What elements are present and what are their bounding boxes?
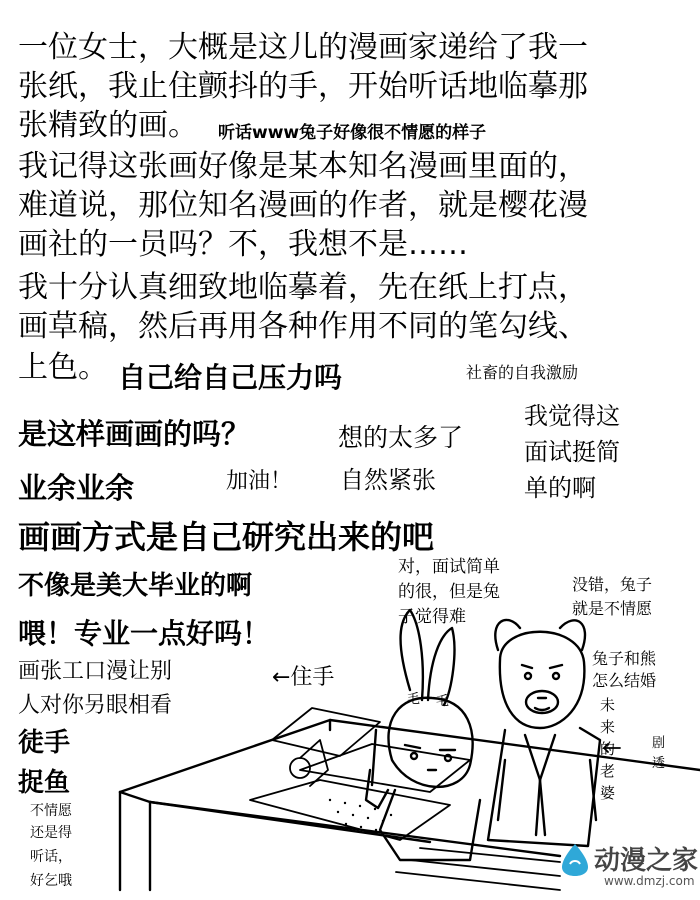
note-thinking-too-much: 想的太多了 <box>338 423 464 452</box>
note-reluctant-1: 没错，兔子 <box>572 575 653 594</box>
note-go: 加油！ <box>226 469 293 494</box>
note-self-taught: 画画方式是自己研究出来的吧 <box>18 518 435 556</box>
note-interview-1: 我觉得这 <box>524 402 620 430</box>
note-wife-4: 老 <box>600 762 616 780</box>
note-wife-1: 未 <box>600 696 616 714</box>
note-amateur: 业余业余 <box>18 471 135 505</box>
note-interview-3: 单的啊 <box>524 474 596 502</box>
note-marriage-2: 怎么结婚 <box>592 671 657 690</box>
note-reply-3: 子觉得难 <box>398 607 466 627</box>
brand-name: 动漫之家 <box>594 846 699 876</box>
narration-line-5: 难道说，那位知名漫画的作者，就是樱花漫 <box>18 188 588 223</box>
narration-line-7: 我十分认真细致地临摹着，先在纸上打点， <box>18 270 588 305</box>
note-salaryman: 社畜的自我激励 <box>466 363 579 382</box>
note-obey-2: 还是得 <box>30 825 72 841</box>
note-fishing-2: 捉鱼 <box>18 768 71 798</box>
note-wife-5: 婆 <box>600 784 616 802</box>
note-reluctant-2: 就是不情愿 <box>572 599 653 618</box>
note-wife-3: 的 <box>600 740 616 758</box>
arrows <box>604 744 620 752</box>
note-stop: ←住手 <box>272 665 335 690</box>
note-obey-3: 听话， <box>30 849 72 865</box>
note-marriage-1: 兔子和熊 <box>592 649 657 668</box>
narration-line-4: 我记得这张画好像是某本知名漫画里面的， <box>18 149 588 184</box>
narration-line-9: 上色。 <box>18 350 108 385</box>
bear-character <box>488 620 600 846</box>
bunny-ear-text-left: 毛 <box>407 692 421 707</box>
note-reply-1: 对，面试简单 <box>398 557 500 577</box>
bunny-ear-text-right: 毛 <box>436 694 450 709</box>
note-reply-2: 的很，但是兔 <box>398 582 500 602</box>
note-not-art-school: 不像是美大毕业的啊 <box>18 571 253 601</box>
note-interview-2: 面试挺简 <box>524 438 620 466</box>
brand-logo-icon <box>560 842 590 876</box>
note-drawing-way: 是这样画画的吗？ <box>18 417 251 451</box>
note-ero-manga-2: 人对你另眼相看 <box>18 693 173 718</box>
narration-line-3: 张精致的画。 <box>18 108 198 143</box>
narration-line-6: 画社的一员吗？不，我想不是…… <box>18 227 468 262</box>
narration-line-2: 张纸，我止住颤抖的手，开始听话地临摹那 <box>18 69 588 104</box>
papers <box>250 708 560 890</box>
note-spoiler-1: 剧 <box>652 736 666 751</box>
note-spoiler-2: 透 <box>652 756 666 771</box>
note-fishing-1: 徒手 <box>18 728 71 758</box>
note-ero-manga-1: 画张工口漫让别 <box>18 659 173 684</box>
bunny-character <box>366 610 480 860</box>
note-obey-4: 好乞哦 <box>30 873 72 889</box>
brand-url: www.dmzj.com <box>604 874 695 888</box>
note-obey-1: 不情愿 <box>30 803 72 819</box>
note-self-pressure: 自己给自己压力吗 <box>118 361 343 394</box>
note-be-professional: 喂！专业一点好吗！ <box>18 617 271 650</box>
note-nervous: 自然紧张 <box>340 466 436 494</box>
narration-line-1: 一位女士，大概是这儿的漫画家递给了我一 <box>18 30 588 65</box>
narration-line-8: 画草稿，然后再用各种作用不同的笔勾线、 <box>18 309 588 344</box>
note-listening: 听话www兔子好像很不情愿的样子 <box>218 123 487 143</box>
note-wife-2: 来 <box>600 718 616 736</box>
